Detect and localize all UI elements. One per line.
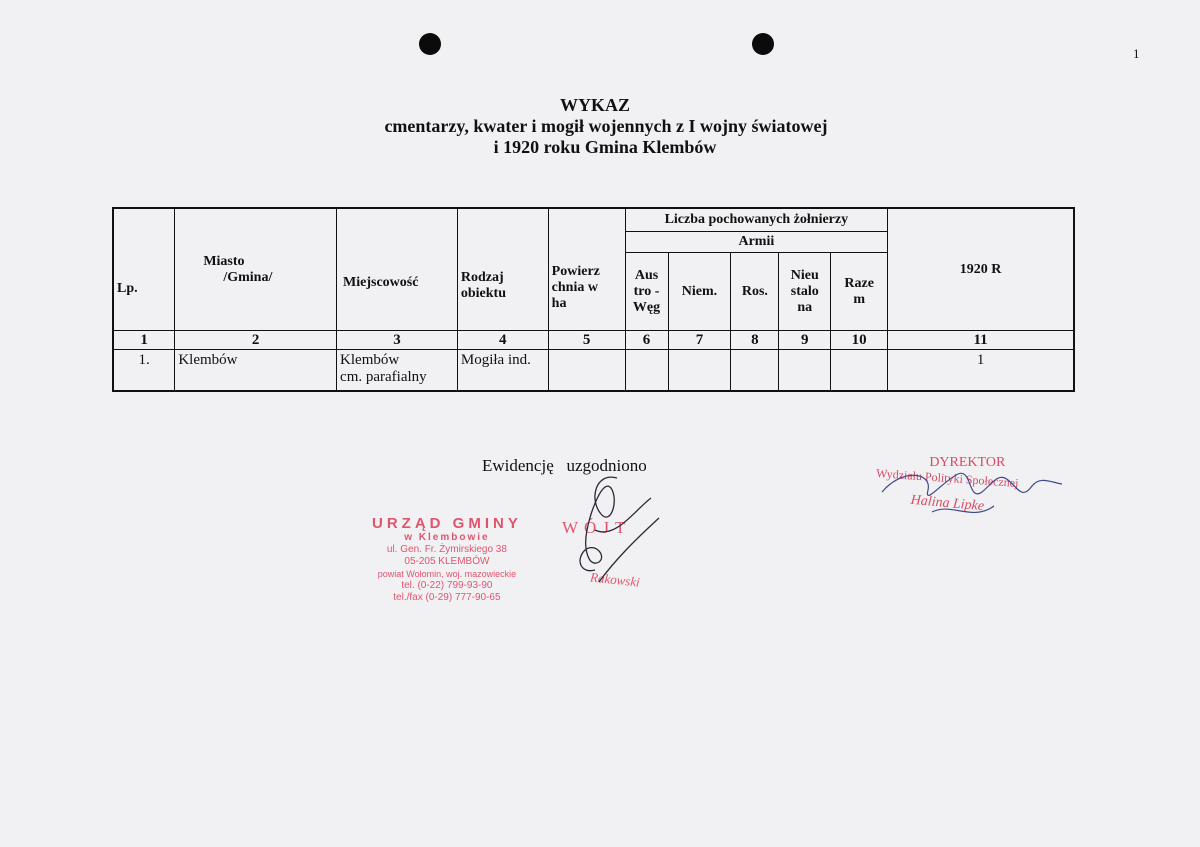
- column-number-1: 1: [113, 331, 175, 350]
- header-powierzchnia-line2: chnia w: [551, 279, 598, 295]
- column-number-10: 10: [831, 331, 888, 350]
- column-number-2: 2: [175, 331, 337, 350]
- stamp-left-line1: URZĄD GMINY: [372, 515, 522, 532]
- header-nieustalona: [779, 253, 831, 331]
- stamp-left-line3: ul. Gen. Fr. Żymirskiego 38: [386, 544, 507, 555]
- header-niem: Niem.: [668, 253, 731, 331]
- header-rodzaj-line2: obiektu: [460, 285, 506, 301]
- heading-title: WYKAZ: [559, 95, 630, 115]
- header-razem-line2: m: [853, 291, 866, 307]
- header-miasto-line2: /Gmina/: [223, 269, 273, 285]
- signature-left: [555, 470, 665, 595]
- cell-ros: [731, 350, 779, 392]
- header-rodzaj-line1: Rodzaj: [460, 269, 504, 285]
- cell-austro: [625, 350, 668, 392]
- header-group-liczba: Liczba pochowanych żołnierzy: [625, 208, 888, 232]
- header-miasto: [175, 208, 337, 331]
- cell-miejscowosc-line1: Klembów: [340, 352, 400, 368]
- cell-miejscowosc-line2: cm. parafialny: [340, 369, 427, 385]
- cell-lp: 1.: [113, 350, 175, 392]
- column-number-7: 7: [668, 331, 731, 350]
- column-number-9: 9: [779, 331, 831, 350]
- column-number-5: 5: [548, 331, 625, 350]
- stamp-right-line3: Halina Lipke: [910, 492, 985, 515]
- cell-niem: [668, 350, 731, 392]
- header-powierzchnia-line1: Powierz: [551, 263, 600, 279]
- header-powierzchnia: [548, 208, 625, 331]
- header-rodzaj: [457, 208, 548, 331]
- cell-razem: [831, 350, 888, 392]
- stamp-left-line7: tel./fax (0-29) 777-90-65: [393, 592, 501, 603]
- header-razem-line1: Raze: [844, 275, 874, 291]
- header-nieustalona-line3: na: [797, 299, 813, 315]
- stamp-left-line5: powiat Wołomin, woj. mazowieckie: [377, 569, 517, 579]
- header-lp: Lp.: [113, 208, 175, 331]
- agreement-note: Ewidencję uzgodniono: [482, 456, 647, 475]
- cell-miejscowosc: [337, 350, 458, 392]
- table-row: [113, 350, 1074, 392]
- signature-right: [872, 462, 1072, 532]
- cell-powierzchnia: [548, 350, 625, 392]
- municipal-office-stamp: [372, 515, 522, 604]
- document-heading: [0, 95, 1200, 158]
- header-austro-line2: tro -: [633, 283, 660, 299]
- cell-nieustalona: [779, 350, 831, 392]
- header-austro-line1: Aus: [634, 267, 659, 283]
- header-razem: [831, 253, 888, 331]
- header-1920: 1920 R: [888, 208, 1074, 331]
- column-number-3: 3: [337, 331, 458, 350]
- cell-miasto: Klembów: [175, 350, 337, 392]
- cell-rodzaj: Mogiła ind.: [457, 350, 548, 392]
- header-miasto-line1: Miasto: [203, 253, 245, 269]
- cemetery-table: [112, 207, 1075, 392]
- header-ros: Ros.: [731, 253, 779, 331]
- cell-1920: 1: [888, 350, 1074, 392]
- header-nieustalona-line2: stalo: [790, 283, 819, 299]
- header-austro-line3: Węg: [632, 299, 661, 315]
- heading-line2: i 1920 roku Gmina Klembów: [493, 137, 717, 157]
- header-nieustalona-line1: Nieu: [790, 267, 819, 283]
- header-powierzchnia-line3: ha: [551, 295, 567, 311]
- heading-line1: cmentarzy, kwater i mogił wojennych z I wojny światowej: [384, 116, 828, 136]
- header-miejscowosc: Miejscowość: [337, 208, 458, 331]
- column-number-8: 8: [731, 331, 779, 350]
- punch-hole-right: [752, 33, 774, 55]
- page-number: 1: [1133, 46, 1140, 61]
- stamp-left-line2: w Klembowie: [404, 532, 490, 543]
- stamp-wojt-name: Rakowski: [589, 569, 641, 590]
- column-number-6: 6: [625, 331, 668, 350]
- stamp-left-line4: 05-205 KLEMBÓW: [404, 556, 490, 567]
- stamp-right-line1: DYREKTOR: [929, 455, 1006, 470]
- stamp-left-line6: tel. (0-22) 799-93-90: [401, 580, 493, 591]
- header-austro: [625, 253, 668, 331]
- column-number-11: 11: [888, 331, 1074, 350]
- punch-hole-left: [419, 33, 441, 55]
- stamp-wojt: WÓJT: [562, 518, 632, 537]
- column-number-4: 4: [457, 331, 548, 350]
- stamp-right-line2: Wydziału Polityki Społecznej: [875, 466, 1019, 490]
- header-subgroup-armii: Armii: [625, 232, 888, 253]
